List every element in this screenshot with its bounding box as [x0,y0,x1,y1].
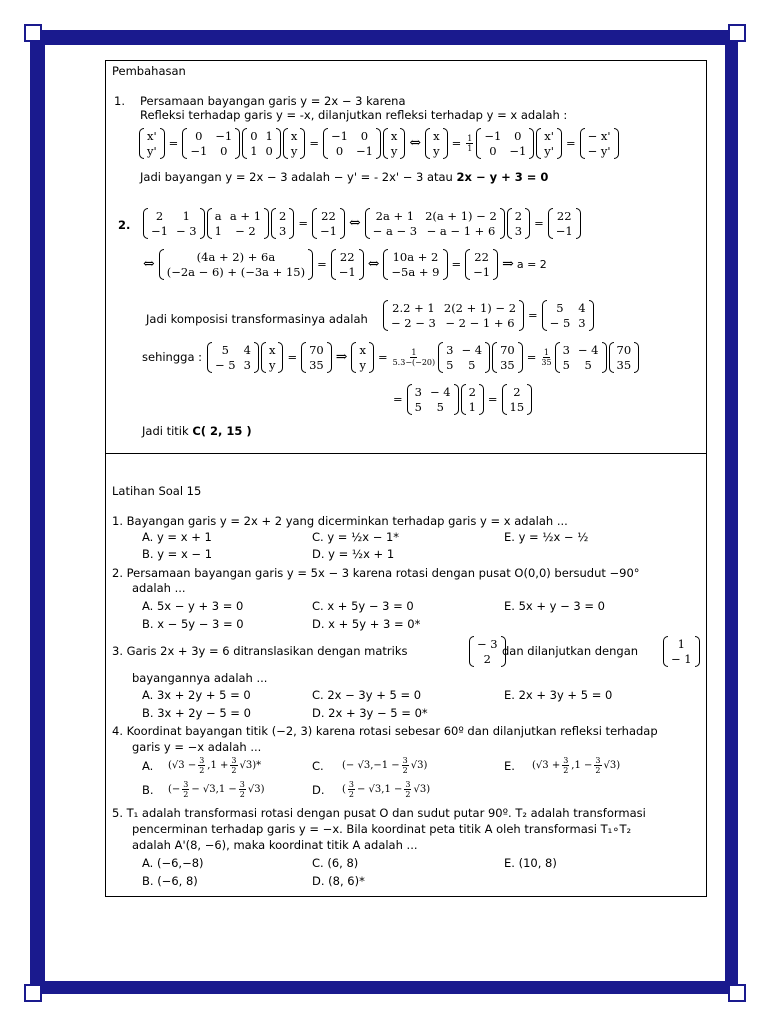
q3-matrix-1 [468,633,507,669]
matrix: 70 35 [492,342,523,373]
border-corner [728,24,746,42]
q4-option-a-label: A. [142,759,154,773]
matrix: x' y' [139,128,165,159]
matrix: 22 −1 [465,249,498,280]
q4-text-2: garis y = −x adalah ... [132,740,262,754]
q1-option-d: D. y = ½x + 1 [312,547,395,561]
q3-text: 3. Garis 2x + 3y = 6 ditranslasikan dengan matriks [112,644,408,658]
fraction: $\frac{1}{1}$ [467,133,473,153]
border-corner [728,984,746,1002]
q2-option-b: B. x − 5y − 3 = 0 [142,617,244,631]
q2-option-d: D. x + 5y + 3 = 0* [312,617,421,631]
border-corner [24,24,42,42]
q4-option-b-label: B. [142,783,154,797]
q5-text: 5. T₁ adalah transformasi rotasi dengan pusat O dan sudut putar 90º. T₂ adalah transformasi [112,806,646,820]
q5-text-3: adalah A'(8, −6), maka koordinat titik A adalah ... [132,838,418,852]
q4-option-b: (− $\frac{3}{2}$ − √3,1 − $\frac{3}{2}$ √3) [168,779,265,799]
content-box [105,60,707,897]
q3-text-mid: dan dilanjutkan dengan [502,644,639,658]
q4-option-c: (− √3,−1 − $\frac{3}{2}$ √3) [342,755,428,775]
komposisi-equation: 2.2 + 1 2(2 + 1) − 2 − 2 − 3 − 2 − 1 + 6 = 5 4 − 5 3 [382,297,595,333]
matrix: 2 3 [507,208,530,239]
problem-2-final: Jadi titik C( 2, 15 ) [142,424,252,438]
matrix: −1 0 0 −1 [323,128,381,159]
problem-1-line1: Persamaan bayangan garis y = 2x − 3 karena [140,94,406,108]
matrix: 2 1 [461,384,484,415]
matrix: 10a + 2 −5a + 9 [383,249,447,280]
matrix: 22 −1 [312,208,345,239]
q3-option-a: A. 3x + 2y + 5 = 0 [142,688,251,702]
q4-option-d-label: D. [312,783,325,797]
problem-1-line2: Refleksi terhadap garis y = -x, dilanjutkan refleksi terhadap y = x adalah : [140,108,568,122]
q4-option-d: ( $\frac{3}{2}$ − √3,1 − $\frac{3}{2}$ √3) [342,779,431,799]
q4-option-c-label: C. [312,759,324,773]
q3-text-2: bayangannya adalah ... [132,671,268,685]
matrix: a a + 1 1 − 2 [207,208,269,239]
matrix: 5 4 − 5 3 [207,342,259,373]
q1-option-b: B. y = x − 1 [142,547,213,561]
q5-option-e: E. (10, 8) [504,856,557,870]
q3-matrix-2 [662,633,701,669]
matrix: 70 35 [301,342,332,373]
fraction: $\frac{1}{5.3-(-20)}$ [392,347,436,367]
matrix: −1 0 0 −1 [476,128,534,159]
sehingga-equation: 5 4 − 5 3 x y = 70 35 ⇒ x y = $\frac{1}{5.3-(-20)}$ 3 − 4 5 5 70 35 = $\frac{1}{35}$ 3 − 4 5 5 70 35 [206,339,640,375]
a-value: a = 2 [516,257,547,271]
q5-option-c: C. (6, 8) [312,856,359,870]
section-divider [106,453,706,454]
matrix: 2.2 + 1 2(2 + 1) − 2 − 2 − 3 − 2 − 1 + 6 [383,300,524,331]
matrix: x y [383,128,406,159]
matrix: (4a + 2) + 6a (−2a − 6) + (−3a + 15) [159,249,313,280]
q1-option-c: C. y = ½x − 1* [312,530,400,544]
matrix: 3 − 4 5 5 [438,342,490,373]
matrix: x y [351,342,374,373]
matrix: 2 1 −1 − 3 [143,208,205,239]
matrix: − 3 2 [469,636,506,667]
matrix: 0 1 1 0 [242,128,281,159]
problem-1-number: 1. [114,94,125,108]
problem-1-conclusion: Jadi bayangan y = 2x − 3 adalah − y' = - 2x' − 3 atau 2x − y + 3 = 0 [140,170,549,184]
q2-option-c: C. x + 5y − 3 = 0 [312,599,414,613]
matrix: 22 −1 [548,208,581,239]
komposisi-label: Jadi komposisi transformasinya adalah [146,312,368,326]
matrix: 1 − 1 [663,636,700,667]
problem-1-equation: x' y' = 0 −1 −1 0 0 1 1 0 x y = −1 0 0 −1 x y ⇔ x y = $\frac{1}{1}$ −1 0 0 −1 x' y' = − x' − y' [138,125,620,161]
q2-text: 2. Persamaan bayangan garis y = 5x − 3 karena rotasi dengan pusat O(0,0) bersudut −90° [112,566,640,580]
matrix: 3 − 4 5 5 [555,342,607,373]
matrix: 5 4 − 5 3 [542,300,594,331]
q2-text-2: adalah ... [132,581,186,595]
matrix: − x' − y' [580,128,619,159]
matrix: 22 −1 [331,249,364,280]
matrix: x y [283,128,306,159]
q5-option-d: D. (8, 6)* [312,874,365,888]
q4-text: 4. Koordinat bayangan titik (−2, 3) karena rotasi sebesar 60º dan dilanjutkan refleksi terhadap [112,724,658,738]
section-title: Pembahasan [112,64,186,78]
q3-option-d: D. 2x + 3y − 5 = 0* [312,706,428,720]
fraction: $\frac{1}{35}$ [541,347,552,367]
border-corner [24,984,42,1002]
q3-option-b: B. 3x + 2y − 5 = 0 [142,706,251,720]
q3-option-c: C. 2x − 3y + 5 = 0 [312,688,422,702]
q4-option-e: (√3 + $\frac{3}{2}$ ,1 − $\frac{3}{2}$ √3) [532,755,621,775]
q3-option-e: E. 2x + 3y + 5 = 0 [504,688,613,702]
q1-option-e: E. y = ½x − ½ [504,530,589,544]
matrix: x' y' [536,128,562,159]
q4-option-e-label: E. [504,759,515,773]
problem-2-line2: ⇔ (4a + 2) + 6a (−2a − 6) + (−3a + 15) = 22 −1 ⇔ 10a + 2 −5a + 9 = 22 −1 ⇒ a = 2 [143,249,547,279]
matrix: x y [425,128,448,159]
matrix: x y [261,342,284,373]
matrix: 3 − 4 5 5 [407,384,459,415]
q2-option-e: E. 5x + y − 3 = 0 [504,599,605,613]
problem-2-number: 2. [118,218,131,232]
matrix: 70 35 [609,342,640,373]
problem-2-line1: 2 1 −1 − 3 a a + 1 1 − 2 2 3 = 22 −1 ⇔ 2a + 1 2(a + 1) − 2 − a − 3 − a − 1 + 6 2 3 = 22 −1 [142,203,582,243]
result-equation: = 3 − 4 5 5 2 1 = 2 15 [390,381,533,417]
matrix: 0 −1 −1 0 [182,128,240,159]
matrix: 2 3 [271,208,294,239]
latihan-title: Latihan Soal 15 [112,484,202,498]
q5-option-a: A. (−6,−8) [142,856,204,870]
q1-option-a: A. y = x + 1 [142,530,212,544]
q2-option-a: A. 5x − y + 3 = 0 [142,599,244,613]
q5-text-2: pencerminan terhadap garis y = −x. Bila koordinat peta titik A oleh transformasi T₁∘T₂ [132,822,632,836]
matrix: 2 15 [502,384,533,415]
q1-text: 1. Bayangan garis y = 2x + 2 yang dicerminkan terhadap garis y = x adalah ... [112,514,568,528]
matrix: 2a + 1 2(a + 1) − 2 − a − 3 − a − 1 + 6 [365,208,505,239]
q4-option-a: (√3 − $\frac{3}{2}$ ,1 + $\frac{3}{2}$ √3) * [168,755,262,775]
q5-option-b: B. (−6, 8) [142,874,198,888]
sehingga-label: sehingga : [142,350,203,364]
